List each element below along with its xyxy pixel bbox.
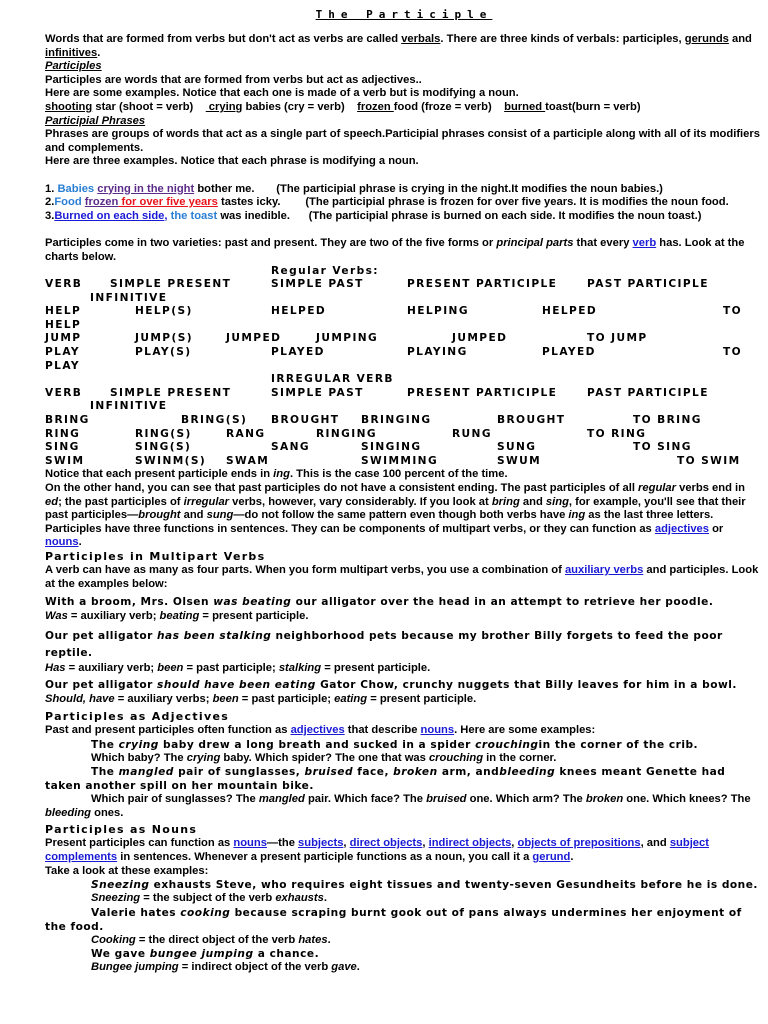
example-text: knees meant Genette had taken another spill on her mountain bike.	[45, 766, 726, 793]
note-term: Has	[45, 661, 66, 674]
direct-objects-link[interactable]: direct objects	[349, 837, 423, 850]
table-cell: BROUGHT	[271, 414, 340, 427]
question-text: in the corner.	[483, 751, 557, 764]
note-text: = the direct object of the verb	[135, 933, 299, 946]
example-gerund: Sneezing	[91, 879, 150, 892]
example-number: 2.	[45, 196, 55, 209]
phrases-definition: Phrases are groups of words that act as a single part of speech.Participial phrases consist of a participle along with all of its modifiers and complements.	[45, 128, 760, 154]
table-cell: BRING	[45, 414, 90, 427]
table-cell: TO JUMP	[587, 332, 648, 345]
noun-note-2	[45, 934, 763, 948]
example-participle: bleeding	[499, 766, 556, 779]
table-cell: TO	[723, 305, 743, 318]
page-title: The Participle	[315, 8, 493, 21]
adjectives-link[interactable]: adjectives	[654, 522, 709, 535]
column-header: INFINITIVE	[90, 400, 168, 413]
example-participle: crouching	[475, 738, 539, 751]
phrases-examples-intro: Here are three examples. Notice that each phrase is modifying a noun.	[45, 155, 419, 168]
example-verb: has been stalking	[157, 629, 272, 642]
example-noun: the toast	[167, 209, 218, 222]
example-explanation: tastes icky. (The participial phrase is frozen for over five years. It is modifies the noun food.	[217, 196, 729, 209]
table-row	[45, 455, 763, 469]
term-gerunds: gerunds	[684, 33, 729, 45]
example-text: food (froze = verb)	[393, 100, 505, 113]
column-header: PAST PARTICIPLE	[587, 278, 709, 291]
paragraph-text: and participles. Look at the examples below:	[45, 563, 759, 590]
table-cell: SWINM(S)	[135, 454, 207, 467]
paragraph-text: ; the past participles of	[58, 495, 184, 508]
multipart-example-3	[45, 678, 763, 693]
multipart-verbs-heading: Participles in Multipart Verbs	[45, 549, 266, 563]
participles-heading: Participles	[45, 60, 102, 73]
example-explanation: was inedible. (The participial phrase is burned on each side. It modifies the noun toast.)	[217, 209, 702, 222]
note-text: = present participle.	[367, 693, 477, 706]
column-header: VERB	[45, 386, 83, 399]
table-cell: SWIMMING	[361, 454, 439, 467]
paragraph-text: On the other hand, you can see that past participles do not have a consistent ending. The past participles of all	[45, 482, 639, 494]
table-row	[45, 332, 763, 346]
term-ing: ing	[273, 468, 290, 481]
document-page	[45, 8, 763, 975]
table-cell: PLAY(S)	[135, 346, 192, 359]
term-principal-parts: principal parts	[496, 237, 574, 250]
paragraph-text: Participles have three functions in sentences. They can be components of multipart verbs, or they can function as	[45, 522, 655, 535]
note-term: Should, have	[45, 693, 115, 706]
nouns-link[interactable]: nouns	[45, 536, 79, 549]
table-cell: SWUM	[497, 454, 542, 467]
table-cell: HELPING	[407, 305, 469, 318]
example-text: exhausts Steve, who requires eight tissues and twenty-seven Gesundheits before he is done.	[149, 879, 758, 892]
table-cell: SWIM	[45, 454, 85, 467]
term-sing: sing	[545, 495, 569, 508]
note-text: .	[356, 961, 360, 974]
example-phrase: Burned on each side	[54, 209, 165, 222]
table-cell: TO	[723, 346, 743, 359]
paragraph-text: . Here are some examples:	[454, 723, 596, 736]
example-word: shooting	[45, 100, 93, 113]
table-heading-row	[45, 265, 763, 279]
example-comma: ,	[164, 209, 168, 222]
column-header: PRESENT PARTICIPLE	[407, 386, 558, 399]
verb-link[interactable]: verb	[632, 237, 657, 250]
as-adjectives-intro	[45, 724, 763, 738]
example-word: burned	[504, 100, 546, 113]
note-term: beating	[159, 610, 200, 623]
question-text: ones.	[91, 806, 124, 819]
column-header: SIMPLE PAST	[271, 278, 364, 291]
multipart-note-3	[45, 693, 763, 707]
example-word: frozen	[357, 100, 394, 113]
question-term: bleeding	[45, 806, 91, 819]
example-text: star (shoot = verb)	[92, 100, 206, 113]
phrase-example-1	[45, 169, 763, 196]
paragraph-text: and	[519, 495, 546, 508]
table-row	[45, 441, 763, 455]
multipart-note-1	[45, 610, 763, 624]
functions-paragraph	[45, 523, 763, 550]
example-verb: should have been eating	[157, 679, 316, 692]
intro-text: . There are three kinds of verbals: participles,	[440, 33, 685, 45]
paragraph-text: that describe	[344, 723, 421, 736]
question-text: Which pair of sunglasses? The	[91, 793, 259, 806]
phrase-example-2	[45, 196, 763, 210]
table-cell: HELPED	[271, 305, 327, 318]
table-row	[45, 305, 763, 319]
note-text: = auxiliary verb;	[65, 661, 158, 674]
gerund-link[interactable]: gerund	[532, 850, 571, 863]
question-term: mangled	[258, 793, 305, 806]
question-term: bruised	[426, 793, 467, 806]
table-cell: JUMP	[45, 332, 82, 345]
intro-text: and	[728, 33, 752, 45]
example-noun: Food	[54, 196, 82, 209]
example-participle: crying	[118, 738, 159, 751]
objects-of-prepositions-link[interactable]: objects of prepositions	[517, 837, 641, 850]
notice-text: Notice that each present participle ends in	[45, 468, 274, 481]
note-term: Sneezing	[91, 892, 141, 905]
note-term: been	[212, 693, 239, 706]
example-text: a chance.	[253, 948, 320, 961]
intro-paragraph	[45, 33, 763, 60]
table-row	[45, 428, 763, 442]
question-text: one. Which knees? The	[623, 793, 751, 806]
example-text: pair of sunglasses,	[173, 766, 305, 779]
paragraph-text: .	[570, 850, 574, 863]
note-text: .	[323, 892, 327, 905]
participles-examples-intro: Here are some examples. Notice that each one is made of a verb but is modifying a noun.	[45, 87, 519, 100]
paragraph-text: —the	[266, 837, 299, 850]
adjective-question-2	[45, 793, 763, 820]
intro-text: .	[97, 46, 101, 59]
example-noun: Babies	[57, 182, 95, 195]
adjective-example-1	[45, 738, 763, 752]
note-text: = auxiliary verb;	[67, 610, 160, 623]
example-text: baby drew a long breath and sucked in a spider	[158, 738, 476, 751]
note-term: eating	[334, 693, 368, 706]
table-cell: JUMPING	[316, 332, 379, 345]
phrase-example-3	[45, 210, 763, 224]
table-cell: SWAM	[226, 454, 270, 467]
term-brought: brought	[138, 509, 181, 522]
adjectives-link[interactable]: adjectives	[290, 723, 345, 736]
question-term: broken	[585, 793, 624, 806]
multipart-example-1	[45, 595, 763, 610]
note-term: Was	[45, 610, 68, 623]
paragraph-text: verbs, however, vary considerably. If you look at	[229, 495, 492, 508]
table-heading: IRREGULAR VERB	[271, 373, 394, 386]
column-header: INFINITIVE	[90, 291, 168, 304]
varieties-text: Participles come in two varieties: past and present. They are two of the five forms or	[45, 237, 497, 250]
term-bring: bring	[491, 495, 520, 508]
participial-phrases-heading: Participial Phrases	[45, 114, 146, 127]
example-verb: was beating	[213, 596, 292, 609]
varieties-text: that every	[573, 237, 633, 250]
note-term: exhausts	[275, 892, 324, 905]
paragraph-text: and	[180, 509, 207, 522]
adjective-question-1	[45, 752, 763, 766]
varieties-text: has. Look at the charts below.	[45, 237, 745, 263]
table-cell: JUMPED	[452, 332, 508, 345]
question-term: crying	[186, 751, 221, 764]
table-cell: PLAY	[45, 346, 80, 359]
participles-definition: Participles are words that are formed from verbs but act as adjectives..	[45, 73, 422, 86]
note-term: gave	[331, 961, 357, 974]
intro-text: Words that are formed from verbs but don't act as verbs are called	[45, 33, 402, 45]
note-text: = present participle.	[199, 610, 309, 623]
table-header-row	[45, 400, 763, 414]
paragraph-text: .	[78, 536, 82, 549]
table-cell: RING(S)	[135, 427, 192, 440]
multipart-example-2	[45, 628, 763, 662]
note-term: hates	[298, 933, 328, 946]
term-irregular: irregular	[183, 495, 230, 508]
example-phrase: crying in the night	[97, 182, 195, 195]
column-header: SIMPLE PAST	[271, 386, 364, 399]
table-cell: TO SWIM	[677, 454, 741, 467]
table-cell: BRINGING	[361, 414, 432, 427]
example-text: babies (cry = verb)	[242, 100, 358, 113]
note-text: = indirect object of the verb	[178, 961, 332, 974]
question-text: Which baby? The	[91, 751, 187, 764]
table-cell: TO BRING	[633, 414, 702, 427]
paragraph-text: , and	[640, 837, 670, 850]
note-term: stalking	[278, 661, 322, 674]
note-text: = present participle.	[321, 661, 431, 674]
multipart-intro	[45, 564, 763, 591]
column-header: SIMPLE PRESENT	[110, 278, 232, 291]
table-cell: PLAYED	[271, 346, 325, 359]
term-verbals: verbals	[401, 33, 441, 45]
irregular-verbs-table	[45, 373, 763, 468]
table-row	[45, 319, 763, 333]
table-row	[45, 414, 763, 428]
noun-example-3	[45, 947, 763, 961]
column-header: PRESENT PARTICIPLE	[407, 278, 558, 291]
note-text: = auxiliary verbs;	[114, 693, 213, 706]
example-text: neighborhood pets because my brother Billy forgets to feed the poor reptile.	[45, 629, 723, 659]
subject-complements-link[interactable]: subject complements	[45, 837, 709, 863]
table-row	[45, 360, 763, 374]
noun-note-3	[45, 961, 763, 975]
column-header: SIMPLE PRESENT	[110, 386, 232, 399]
example-text: because scraping burnt gook out of pans always undermines her enjoyment of the food.	[45, 906, 742, 933]
table-cell: RUNG	[452, 427, 492, 440]
example-participle: bruised	[304, 766, 354, 779]
term-sung: sung	[206, 509, 234, 522]
example-word: crying	[205, 100, 243, 113]
term-ed: ed	[45, 495, 59, 508]
nouns-link[interactable]: nouns	[420, 723, 455, 736]
indirect-objects-link[interactable]: indirect objects	[428, 837, 512, 850]
table-cell: HELP	[45, 305, 82, 318]
example-text: Valerie hates	[91, 906, 181, 919]
table-cell: SING	[45, 441, 80, 454]
table-header-row	[45, 387, 763, 401]
example-text: With a broom, Mrs. Olsen	[45, 596, 214, 609]
table-header-row	[45, 292, 763, 306]
paragraph-text: , for example, you'll see that their past participles—	[45, 495, 746, 522]
example-text: face,	[353, 766, 394, 779]
table-cell: SUNG	[497, 441, 537, 454]
paragraph-text: or	[708, 522, 724, 535]
term-infinitives: infinitives	[45, 46, 98, 59]
nouns-link[interactable]: nouns	[233, 837, 267, 850]
example-gerund: cooking	[180, 906, 231, 919]
column-header: VERB	[45, 278, 83, 291]
table-heading-row	[45, 373, 763, 387]
paragraph-text: as the last three letters.	[585, 509, 714, 522]
note-text: = past participle;	[238, 693, 335, 706]
note-text: = past participle;	[183, 661, 279, 674]
table-row	[45, 346, 763, 360]
table-cell: RINGING	[316, 427, 377, 440]
as-nouns-heading: Participles as Nouns	[45, 823, 198, 837]
example-number: 3.	[45, 209, 55, 222]
example-text: The	[91, 738, 119, 751]
table-cell: SANG	[271, 441, 310, 454]
example-phrase: for over five years	[118, 196, 218, 209]
example-text: The	[91, 766, 119, 779]
example-text: our alligator over the head in an attempt to retrieve her poodle.	[291, 596, 714, 609]
notice-text: . This is the case 100 percent of the time.	[289, 468, 508, 481]
table-cell: TO SING	[633, 441, 692, 454]
example-participle: mangled	[118, 766, 174, 779]
table-cell: HELPED	[542, 305, 598, 318]
question-text: pair. Which face? The	[304, 793, 427, 806]
example-text: in the corner of the crib.	[538, 738, 699, 751]
term-regular: regular	[638, 482, 676, 494]
question-text: one. Which arm? The	[466, 793, 586, 806]
example-gerund: bungee jumping	[149, 948, 254, 961]
other-hand-paragraph	[45, 482, 763, 523]
example-phrase: frozen	[84, 196, 119, 209]
table-cell: SING(S)	[135, 441, 192, 454]
table-cell: HELP(S)	[135, 305, 193, 318]
varieties-paragraph	[45, 237, 763, 264]
multipart-note-2	[45, 662, 763, 676]
note-term: Cooking	[91, 933, 136, 946]
example-number: 1.	[45, 182, 58, 195]
example-participle: broken	[393, 766, 438, 779]
table-cell: HELP	[45, 318, 82, 331]
auxiliary-verbs-link[interactable]: auxiliary verbs	[564, 563, 644, 576]
example-text: Our pet alligator	[45, 629, 158, 642]
table-cell: JUMP(S)	[135, 332, 193, 345]
paragraph-text: —do not follow the same pattern even though both verbs have	[233, 509, 569, 522]
as-nouns-intro	[45, 837, 763, 864]
table-cell: PLAYING	[407, 346, 468, 359]
participle-examples-line	[45, 101, 763, 115]
regular-verbs-table	[45, 265, 763, 374]
note-term: been	[157, 661, 184, 674]
example-text: arm, and	[437, 766, 500, 779]
table-cell: TO RING	[587, 427, 647, 440]
table-cell: JUMPED	[226, 332, 282, 345]
table-cell: PLAY	[45, 359, 80, 372]
noun-note-1	[45, 892, 763, 906]
paragraph-text: ,	[511, 837, 518, 850]
paragraph-text: verbs end in	[675, 482, 745, 494]
note-term: Bungee jumping	[91, 961, 179, 974]
adjective-example-2	[45, 765, 763, 793]
paragraph-text: A verb can have as many as four parts. When you form multipart verbs, you use a combination of	[45, 563, 565, 576]
column-header: PAST PARTICIPLE	[587, 386, 709, 399]
question-term: crouching	[428, 751, 484, 764]
table-cell: BROUGHT	[497, 414, 566, 427]
take-a-look: Take a look at these examples:	[45, 864, 209, 877]
table-cell: RING	[45, 427, 81, 440]
table-cell: RANG	[226, 427, 266, 440]
question-text: baby. Which spider? The one that was	[220, 751, 429, 764]
table-heading: Regular Verbs:	[271, 264, 379, 277]
table-cell: PLAYED	[542, 346, 596, 359]
as-adjectives-heading: Participles as Adjectives	[45, 709, 230, 723]
noun-example-1	[45, 878, 763, 892]
paragraph-text: ,	[343, 837, 350, 850]
table-cell: SINGING	[361, 441, 422, 454]
example-text: Our pet alligator	[45, 679, 158, 692]
table-header-row	[45, 278, 763, 292]
paragraph-text: Present participles can function as	[45, 837, 234, 850]
example-text: Gator Chow, crunchy nuggets that Billy leaves for him in a bowl.	[315, 679, 737, 692]
example-explanation: bother me. (The participial phrase is crying in the night.It modifies the noun babies.)	[194, 182, 663, 195]
example-text: We gave	[91, 948, 150, 961]
note-text: .	[327, 933, 331, 946]
example-text: toast(burn = verb)	[545, 100, 641, 113]
term-ing: ing	[568, 509, 586, 522]
table-cell: BRING(S)	[181, 414, 248, 427]
noun-example-2	[45, 906, 763, 934]
note-text: = the subject of the verb	[140, 892, 276, 905]
subjects-link[interactable]: subjects	[298, 837, 344, 850]
notice-paragraph	[45, 468, 763, 482]
paragraph-text: ,	[422, 837, 429, 850]
paragraph-text: in sentences. Whenever a present participle functions as a noun, you call it a	[117, 850, 533, 863]
paragraph-text: Past and present participles often function as	[45, 723, 291, 736]
